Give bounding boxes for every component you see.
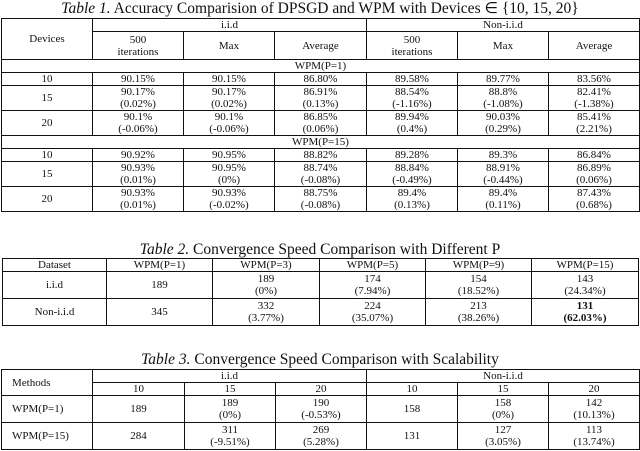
cell: 154 (18.52%) [426, 272, 532, 299]
cell: 189 [107, 272, 213, 299]
method-label: WPM(P=1) [2, 396, 93, 423]
cell: 158 (0%) [458, 396, 549, 423]
table1 [1, 18, 640, 212]
cell: 174 (7.94%) [320, 272, 426, 299]
table-row [2, 423, 640, 450]
device-count: 10 [2, 149, 93, 162]
cell: 88.54% (-1.16%) [367, 86, 458, 111]
cell: 90.17% (0.02%) [184, 86, 275, 111]
table1-header-iid: i.i.d [93, 19, 367, 32]
cell: 87.43% (0.68%) [549, 187, 640, 212]
table3 [1, 369, 640, 450]
method-label: WPM(P=15) [2, 423, 93, 450]
cell: 269 (5.28%) [276, 423, 367, 450]
cell: 90.15% [93, 73, 184, 86]
table2-header: WPM(P=3) [213, 259, 320, 272]
table1-caption [0, 0, 640, 18]
cell: 88.84% (-0.49%) [367, 162, 458, 187]
cell: 86.80% [275, 73, 367, 86]
cell: 90.92% [93, 149, 184, 162]
cell: 284 [93, 423, 185, 450]
table3-caption [0, 351, 640, 369]
table3-header-device: 20 [276, 383, 367, 396]
cell: 89.77% [458, 73, 549, 86]
table2-header: WPM(P=5) [320, 259, 426, 272]
cell: 86.85% (0.06%) [275, 111, 367, 136]
table2-header: WPM(P=1) [107, 259, 213, 272]
cell: 332 (3.77%) [213, 299, 320, 326]
table-row [2, 73, 640, 86]
cell: 88.8% (-1.08%) [458, 86, 549, 111]
cell: 89.3% [458, 149, 549, 162]
table1-group-label: WPM(P=1) [2, 60, 640, 73]
table1-header-noniid: Non-i.i.d [367, 19, 640, 32]
table3-header-methods: Methods [2, 370, 93, 396]
cell: 83.56% [549, 73, 640, 86]
table-row [3, 272, 639, 299]
cell: 90.1% (-0.06%) [184, 111, 275, 136]
table-row [2, 187, 640, 212]
table1-caption-label: Table 1. [61, 0, 111, 17]
table3-header-device: 10 [93, 383, 185, 396]
device-count: 20 [2, 187, 93, 212]
table2-header: Dataset [3, 259, 107, 272]
cell: 90.17% (0.02%) [93, 86, 184, 111]
dataset-label: Non-i.i.d [3, 299, 107, 326]
cell: 89.4% (0.11%) [458, 187, 549, 212]
table3-caption-text: Convergence Speed Comparison with Scalability [190, 351, 499, 368]
table-row [2, 86, 640, 111]
cell: 142 (10.13%) [549, 396, 640, 423]
cell: 213 (38.26%) [426, 299, 532, 326]
table1-header-average-noniid: Average [549, 32, 640, 60]
cell: 88.75% (-0.08%) [275, 187, 367, 212]
table1-header-devices: Devices [2, 19, 93, 60]
cell: 82.41% (-1.38%) [549, 86, 640, 111]
cell: 189 (0%) [185, 396, 276, 423]
device-count: 20 [2, 111, 93, 136]
table3-header-noniid: Non-i.i.d [367, 370, 640, 383]
cell: 90.93% (0.01%) [93, 187, 184, 212]
table2 [2, 258, 639, 326]
table3-header-iid: i.i.d [93, 370, 367, 383]
cell: 89.4% (0.13%) [367, 187, 458, 212]
cell: 311 (-9.51%) [185, 423, 276, 450]
cell: 345 [107, 299, 213, 326]
cell: 143 (24.34%) [532, 272, 639, 299]
cell: 127 (3.05%) [458, 423, 549, 450]
table-row [2, 396, 640, 423]
cell: 90.95% (0%) [184, 162, 275, 187]
table2-caption-label: Table 2. [139, 241, 190, 258]
table3-header-device: 10 [367, 383, 458, 396]
cell: 189 (0%) [213, 272, 320, 299]
cell: 224 (35.07%) [320, 299, 426, 326]
device-count: 15 [2, 162, 93, 187]
table-row [2, 149, 640, 162]
table1-header-max-noniid: Max [458, 32, 549, 60]
cell: 113 (13.74%) [549, 423, 640, 450]
table3-header-device: 15 [458, 383, 549, 396]
table2-caption [0, 241, 640, 259]
cell: 86.89% (0.06%) [549, 162, 640, 187]
cell: 190 (-0.53%) [276, 396, 367, 423]
table1-header-max-iid: Max [184, 32, 275, 60]
table1-group-label: WPM(P=15) [2, 136, 640, 149]
cell: 90.93% (-0.02%) [184, 187, 275, 212]
table2-header: WPM(P=9) [426, 259, 532, 272]
cell: 89.28% [367, 149, 458, 162]
cell: 90.1% (-0.06%) [93, 111, 184, 136]
table3-header-device: 20 [549, 383, 640, 396]
cell: 85.41% (2.21%) [549, 111, 640, 136]
cell: 86.91% (0.13%) [275, 86, 367, 111]
device-count: 10 [2, 73, 93, 86]
table1-caption-text: Accuracy Comparision of DPSGD and WPM with Devices ∈ {10, 15, 20} [110, 0, 579, 17]
table-row [2, 162, 640, 187]
table1-header-average-iid: Average [275, 32, 367, 60]
cell: 86.84% [549, 149, 640, 162]
table-row [2, 111, 640, 136]
table-row [3, 299, 639, 326]
table3-caption-label: Table 3. [141, 351, 191, 368]
table1-header-500-iid: 500 iterations [93, 32, 184, 60]
cell: 90.15% [184, 73, 275, 86]
cell: 89.94% (0.4%) [367, 111, 458, 136]
table3-header-device: 15 [185, 383, 276, 396]
cell: 89.58% [367, 73, 458, 86]
cell: 158 [367, 396, 458, 423]
cell: 88.91% (-0.44%) [458, 162, 549, 187]
cell: 88.74% (-0.08%) [275, 162, 367, 187]
table2-header: WPM(P=15) [532, 259, 639, 272]
cell: 90.03% (0.29%) [458, 111, 549, 136]
best-cell: 131 (62.03%) [532, 299, 639, 326]
cell: 90.95% [184, 149, 275, 162]
device-count: 15 [2, 86, 93, 111]
cell: 90.93% (0.01%) [93, 162, 184, 187]
dataset-label: i.i.d [3, 272, 107, 299]
cell: 189 [93, 396, 185, 423]
cell: 88.82% [275, 149, 367, 162]
table2-caption-text: Convergence Speed Comparison with Different P [189, 241, 501, 258]
cell: 131 [367, 423, 458, 450]
table1-header-500-noniid: 500 iterations [367, 32, 458, 60]
